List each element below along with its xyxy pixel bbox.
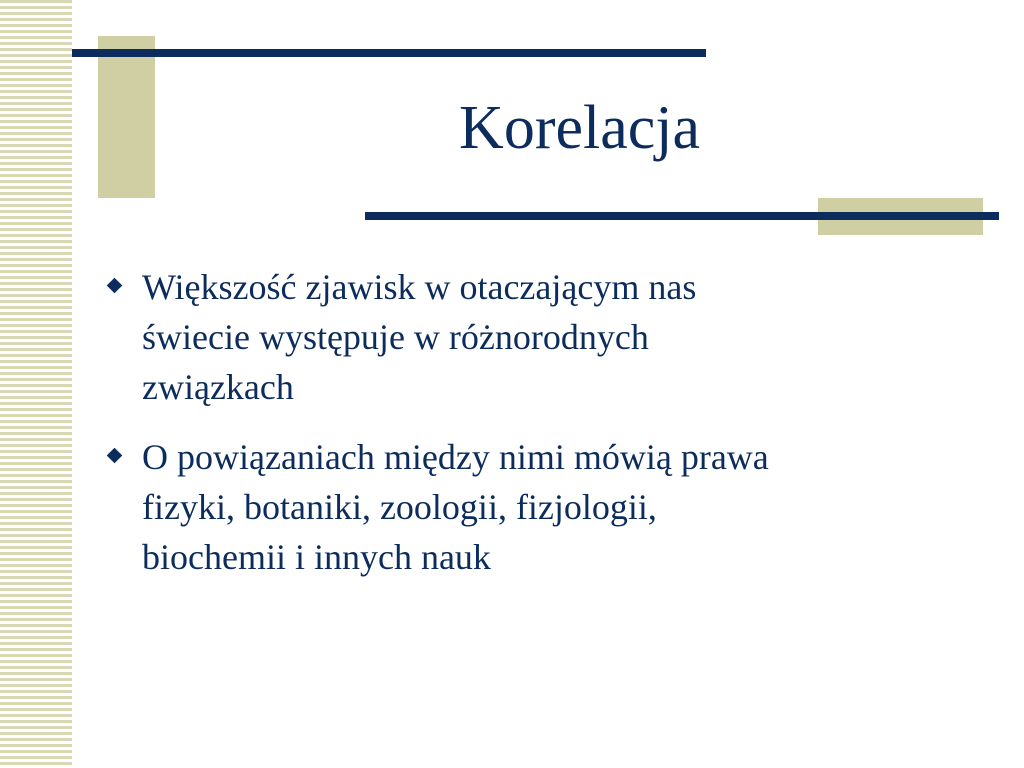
striped-side-band xyxy=(0,0,72,768)
bullet-list xyxy=(105,262,955,602)
bullet-text-line: fizyki, botaniki, zoologii, fizjologii, xyxy=(142,487,657,527)
bullet-item xyxy=(105,262,955,412)
bullet-item xyxy=(105,432,955,582)
slide-title: Korelacja xyxy=(459,94,700,162)
bullet-text-line: związkach xyxy=(142,367,294,407)
diamond-bullet-icon xyxy=(107,448,123,464)
bullet-text-line: Większość zjawisk w otaczającym nas xyxy=(142,267,697,307)
title-rule-top xyxy=(72,49,706,57)
title-rule-bottom xyxy=(365,212,999,220)
bullet-text-line: O powiązaniach między nimi mówią prawa xyxy=(142,437,769,477)
bullet-text-line: biochemii i innych nauk xyxy=(142,537,491,577)
diamond-bullet-icon xyxy=(107,278,123,294)
bullet-text-line: świecie występuje w różnorodnych xyxy=(142,317,649,357)
accent-block-left xyxy=(98,36,155,198)
